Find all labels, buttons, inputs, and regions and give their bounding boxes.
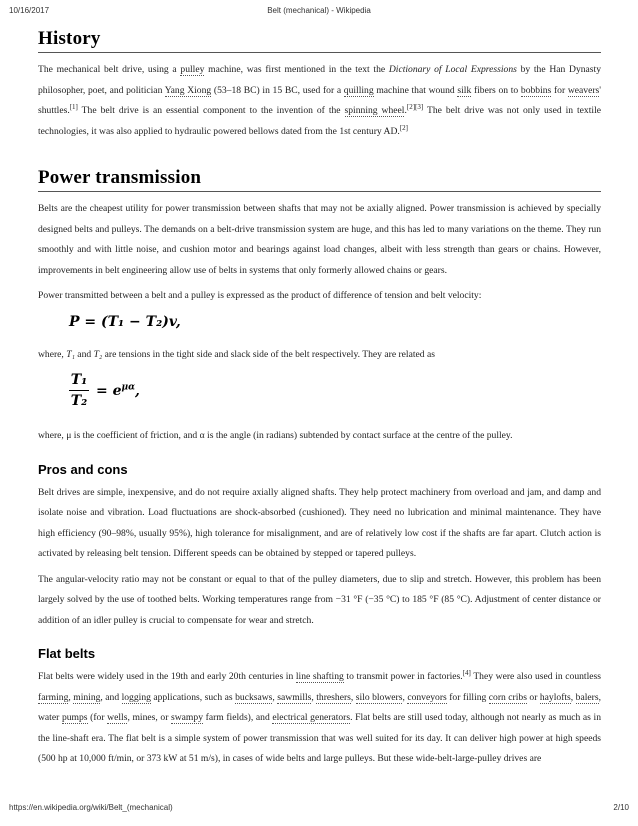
article-content (38, 28, 601, 775)
print-page-title: Belt (mechanical) - Wikipedia (267, 6, 371, 15)
link-haylofts[interactable]: haylofts (539, 691, 571, 703)
link-yang-xiong[interactable]: Yang Xiong (164, 84, 212, 96)
citation-ref[interactable]: [4] (462, 668, 471, 677)
link-swampy[interactable]: swampy (171, 712, 203, 723)
link-farming[interactable]: farming (38, 691, 69, 703)
link-logging[interactable]: logging (121, 691, 151, 703)
link-electrical-generators[interactable]: electrical generators (272, 712, 351, 723)
link-silo-blowers[interactable]: silo blowers (355, 691, 403, 703)
citation-ref[interactable]: [3] (415, 102, 424, 111)
power-paragraph-4: where, μ is the coefficient of friction, and α is the angle (in radians) subtended by contact surface at the centre of the pulley. (38, 430, 513, 441)
pros-paragraph-1: Belt drives are simple, inexpensive, and do not require axially aligned shafts. They help protect machinery from overload and jam, and damp and isolate noise and vibration. Load fluctuations are shock-absorbed (cushioned). They need no lubrication and minimal maintenance. They have high efficiency (90–98%, usually 95%), high tolerance for misalignment, and are of relatively low cost if the shafts are far apart. Clutch action is activated by releasing belt tension. Different speeds can be obtained by stepped or tapered pulleys. (38, 486, 601, 559)
link-bobbins[interactable]: bobbins (520, 84, 552, 96)
book-title: Dictionary of Local Expressions (388, 64, 517, 75)
flat-belts-heading: Flat belts (38, 646, 96, 661)
link-pulley[interactable]: pulley (180, 64, 205, 75)
link-line-shafting[interactable]: line shafting (295, 671, 344, 682)
history-heading: History (38, 28, 601, 53)
link-wells[interactable]: wells (107, 712, 128, 723)
print-header (9, 6, 629, 15)
power-paragraph-2: Power transmitted between a belt and a pulley is expressed as the product of difference of tension and belt velocity: (38, 290, 482, 301)
link-silk[interactable]: silk (457, 84, 472, 96)
link-weavers[interactable]: weavers (567, 84, 600, 96)
link-balers[interactable]: balers (575, 691, 599, 703)
print-footer (9, 803, 629, 812)
flat-belts-paragraph: Flat belts were widely used in the 19th and early 20th centuries in line shafting to transmit power in factories.[4] They were also used in countless farming, mining, and logging applications, such as bucksaws, sawmills, threshers, silo blowers, conveyors for filling corn cribs or haylofts, balers, water pumps (for wells, mines, or swampy farm fields), and electrical generators. Flat belts are still used today, although not nearly as much as in the line-shaft era. The flat belt is a simple system of power transmission that was well suited for its day. It can deliver high power at high speeds (500 hp at 10,000 ft/min, or 373 kW at 51 m/s), in cases of wide belts and large pulleys. But these wide-belt-large-pulley drives are (38, 668, 602, 764)
link-spinning-wheel[interactable]: spinning wheel (344, 105, 405, 116)
link-conveyors[interactable]: conveyors (407, 691, 447, 703)
power-formula (38, 312, 601, 342)
print-url: https://en.wikipedia.org/wiki/Belt_(mechanical) (9, 803, 173, 812)
power-paragraph-1: Belts are the cheapest utility for power transmission between shafts that may not be axially aligned. Power transmission is achieved by specially designed belts and pulleys. The demands on a belt-drive transmission system are huge, and this has led to many variations on the theme. They run smoothly and with little noise, and cushion motor and bearings against load changes, albeit with less strength than gears or chains. However, improvements in belt engineering allow use of belts in systems that only formerly allowed chains or gears. (38, 203, 601, 276)
power-paragraph-3: where, T₁ and T₂ are tensions in the tight side and slack side of the belt respectively. They are related as (38, 348, 435, 360)
citation-ref[interactable]: [1] (69, 102, 78, 111)
link-sawmills[interactable]: sawmills (277, 691, 312, 703)
fraction-numerator: T₁ (70, 372, 88, 388)
tension-fraction (69, 372, 89, 409)
tension-ratio-formula (38, 370, 601, 420)
link-mining[interactable]: mining (73, 691, 101, 703)
power-transmission-heading: Power transmission (38, 167, 601, 192)
citation-ref[interactable]: [2] (399, 123, 408, 132)
citation-ref[interactable]: [2] (406, 102, 416, 111)
print-page-number: 2/10 (613, 803, 629, 812)
link-quilling[interactable]: quilling (343, 84, 374, 96)
link-pumps[interactable]: pumps (61, 712, 88, 723)
fraction-bar (69, 390, 89, 391)
power-equation: P = (T₁ − T₂)v, (69, 313, 181, 330)
pros-cons-heading: Pros and cons (38, 461, 128, 477)
link-bucksaws[interactable]: bucksaws (235, 691, 273, 703)
fraction-rhs: = $e^{\mu\alpha}$, (96, 382, 140, 399)
link-corn-cribs[interactable]: corn cribs (488, 691, 527, 703)
link-threshers[interactable]: threshers (316, 691, 351, 703)
print-date: 10/16/2017 (9, 6, 50, 15)
history-paragraph: The mechanical belt drive, using a pulley machine, was first mentioned in the text the Dictionary of Local Expressions by the Han Dynasty philosopher, poet, and politician Yang Xiong (53–18 BC) in 15 BC, used for a quilling machine that wound silk fibers on to bobbins for weavers' shuttles.[1] The belt drive is an essential component to the invention of the spinning wheel.[2][3] The belt drive was not only used in textile technologies, it was also applied to hydraulic powered bellows dated from the 1st century AD.[2] (38, 64, 602, 137)
fraction-denominator: T₂ (70, 393, 88, 409)
pros-paragraph-2: The angular-velocity ratio may not be constant or equal to that of the pulley diameters, due to slip and stretch. However, this problem has been largely solved by the use of toothed belts. Working temperatures range from −31 °F (−35 °C) to 185 °F (85 °C). Adjustment of center distance or addition of an idler pulley is crucial to compensate for wear and stretch. (38, 573, 601, 626)
